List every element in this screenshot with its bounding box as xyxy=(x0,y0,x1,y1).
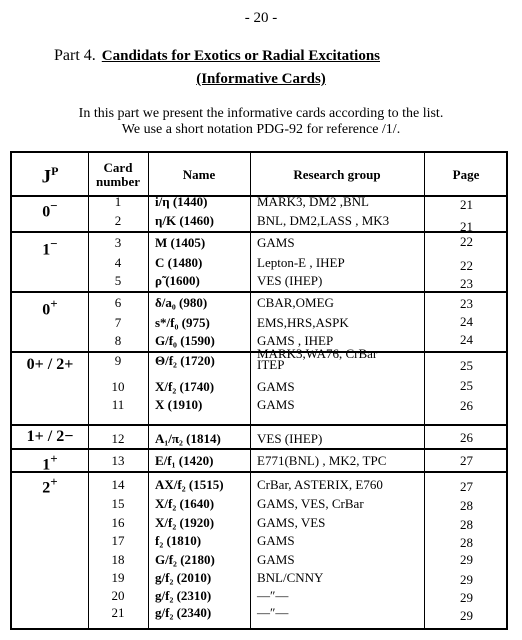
research-group-cell: VES (IHEP) xyxy=(257,273,323,288)
part-heading xyxy=(54,47,380,65)
research-group-cell: CBAR,OMEG xyxy=(257,295,334,310)
research-group-cell: GAMS xyxy=(257,533,295,548)
intro-line-2: We use a short notation PDG-92 for reference /1/. xyxy=(121,122,401,137)
page-cell: 28 xyxy=(460,498,473,513)
jp-group-label: 1− xyxy=(42,236,58,259)
page-cell: 29 xyxy=(460,552,473,567)
card-number-cell: 11 xyxy=(111,397,125,412)
cards-table xyxy=(10,151,508,630)
table-row xyxy=(12,272,506,290)
jp-group-label: 2+ xyxy=(42,474,58,497)
table-row xyxy=(12,234,506,252)
research-group-cell: BNL/CNNY xyxy=(257,570,324,585)
table-row xyxy=(12,495,506,513)
table-row xyxy=(12,514,506,532)
name-cell: X/f₂ (1740) xyxy=(155,379,215,394)
research-group-cell: GAMS xyxy=(257,235,295,250)
research-group-cell: VES (IHEP) xyxy=(257,431,323,446)
research-group-cell: GAMS xyxy=(257,397,295,412)
name-cell: X (1910) xyxy=(155,397,203,412)
jp-group-label: 0− xyxy=(42,198,58,221)
page-cell: 25 xyxy=(460,378,473,393)
table-row xyxy=(12,346,506,373)
name-cell: C (1480) xyxy=(155,255,203,270)
table-row xyxy=(12,532,506,550)
page-cell: 29 xyxy=(460,572,473,587)
page-cell: 26 xyxy=(460,430,473,445)
table-row xyxy=(12,452,506,470)
research-group-cell: GAMS xyxy=(257,552,295,567)
jp-group-label: 1+ / 2− xyxy=(26,428,74,445)
research-group-cell: E771(BNL) , MK2, TPC xyxy=(257,453,387,468)
table-row xyxy=(12,254,506,272)
name-cell: s*/f₀ (975) xyxy=(155,315,210,330)
research-group-cell: GAMS, VES, CrBar xyxy=(257,496,364,511)
group-rule xyxy=(12,448,506,450)
research-group-cell: MARK3,WA76, CrBar xyxy=(257,346,378,361)
page-cell: 28 xyxy=(460,517,473,532)
card-number-cell: 9 xyxy=(114,353,122,368)
name-cell: ρ̃ (1600) xyxy=(155,273,200,288)
name-cell: f₂ (1810) xyxy=(155,533,202,548)
table-row xyxy=(12,314,506,332)
card-number-cell: 2 xyxy=(114,213,122,228)
table-row xyxy=(12,476,506,494)
research-group-cell-line-2: ITEP xyxy=(257,357,285,372)
page-cell: 23 xyxy=(460,296,473,311)
research-group-cell: —″— xyxy=(257,588,289,603)
card-number-cell: 5 xyxy=(114,273,122,288)
research-group-cell: Lepton-E , IHEP xyxy=(257,255,345,270)
table-row xyxy=(12,212,506,234)
research-group-cell: —″— xyxy=(257,605,289,620)
name-cell: g/f₂ (2310) xyxy=(155,588,212,603)
card-number-cell: 16 xyxy=(111,515,125,530)
intro-line-1: In this part we present the informative cards according to the list. xyxy=(78,106,444,121)
card-number-cell: 12 xyxy=(111,431,125,446)
research-group-cell: GAMS xyxy=(257,379,295,394)
name-cell: A₁/π₂ (1814) xyxy=(155,431,221,446)
table-row xyxy=(12,587,506,605)
page-cell: 21 xyxy=(460,219,473,234)
research-group-cell: GAMS, VES xyxy=(257,515,326,530)
title-line-2: (Informative Cards) xyxy=(196,71,326,87)
part-label: Part 4. xyxy=(54,47,96,64)
name-cell: g/f₂ (2340) xyxy=(155,605,212,620)
card-number-cell: 6 xyxy=(114,295,122,310)
header-card: Card number xyxy=(95,159,141,189)
header-group: Research group xyxy=(293,166,381,182)
intro-text xyxy=(0,106,522,138)
page-cell: 21 xyxy=(460,197,473,212)
page-cell: 24 xyxy=(460,314,473,329)
name-cell: X/f₂ (1640) xyxy=(155,496,215,511)
page-cell: 22 xyxy=(460,258,473,273)
page-cell: 27 xyxy=(460,479,473,494)
name-cell: Θ/f₂ (1720) xyxy=(155,353,215,368)
name-cell: η/K (1460) xyxy=(155,213,215,228)
card-number-cell: 21 xyxy=(111,605,125,620)
page-cell: 22 xyxy=(460,234,473,249)
name-cell: X/f₂ (1920) xyxy=(155,515,215,530)
table-row xyxy=(12,604,506,622)
title-line-1: Candidats for Exotics or Radial Excitations xyxy=(101,48,380,64)
table-row xyxy=(12,193,506,211)
card-number-cell: 1 xyxy=(114,194,122,209)
page-cell: 25 xyxy=(460,358,473,373)
card-number-cell: 15 xyxy=(111,496,125,511)
card-number-cell: 8 xyxy=(114,333,122,348)
name-cell: i/η (1440) xyxy=(155,194,208,209)
card-number-cell: 17 xyxy=(111,533,125,548)
header-page: Page xyxy=(452,166,480,182)
name-cell: M (1405) xyxy=(155,235,206,250)
card-number-cell: 10 xyxy=(111,379,125,394)
jp-group-label: 0+ / 2+ xyxy=(26,356,74,373)
card-number-cell: 14 xyxy=(111,477,125,492)
header-jp: $J^P$ xyxy=(41,164,59,188)
jp-group-label: 0+ xyxy=(42,296,58,319)
table-row xyxy=(12,569,506,587)
card-number-cell: 20 xyxy=(111,588,125,603)
research-group-cell: GAMS , IHEP xyxy=(257,333,334,348)
page-cell: 24 xyxy=(460,332,473,347)
table-row xyxy=(12,378,506,396)
name-cell: δ/a₀ (980) xyxy=(155,295,208,310)
table-row xyxy=(12,396,506,414)
table-row xyxy=(12,430,506,448)
jp-group-label: 1+ xyxy=(42,451,58,474)
page-cell: 26 xyxy=(460,398,473,413)
name-cell: G/f₂ (2180) xyxy=(155,552,215,567)
card-number-cell: 4 xyxy=(114,255,122,270)
page-cell: 27 xyxy=(460,453,473,468)
card-number-cell: 19 xyxy=(111,570,125,585)
page-cell: 29 xyxy=(460,608,473,623)
research-group-cell: MARK3, DM2 ,BNL xyxy=(257,194,369,209)
header-name: Name xyxy=(182,166,216,182)
page-cell: 23 xyxy=(460,276,473,291)
card-number-cell: 18 xyxy=(111,552,125,567)
card-number-cell: 13 xyxy=(111,453,125,468)
page-cell: 29 xyxy=(460,590,473,605)
name-cell: AX/f₂ (1515) xyxy=(155,477,224,492)
research-group-cell: EMS,HRS,ASPK xyxy=(257,315,349,330)
name-cell: g/f₂ (2010) xyxy=(155,570,212,585)
table-row xyxy=(12,294,506,312)
page-cell: 28 xyxy=(460,535,473,550)
card-number-cell: 7 xyxy=(114,315,122,330)
research-group-cell: CrBar, ASTERIX, E760 xyxy=(257,477,383,492)
table-row xyxy=(12,551,506,569)
name-cell: G/f₀ (1590) xyxy=(155,333,215,348)
group-rule xyxy=(12,424,506,426)
name-cell: E/f₁ (1420) xyxy=(155,453,214,468)
research-group-cell: BNL, DM2,LASS , MK3 xyxy=(257,213,390,228)
card-number-cell: 3 xyxy=(114,235,122,250)
page-number: - 20 - xyxy=(244,10,278,26)
